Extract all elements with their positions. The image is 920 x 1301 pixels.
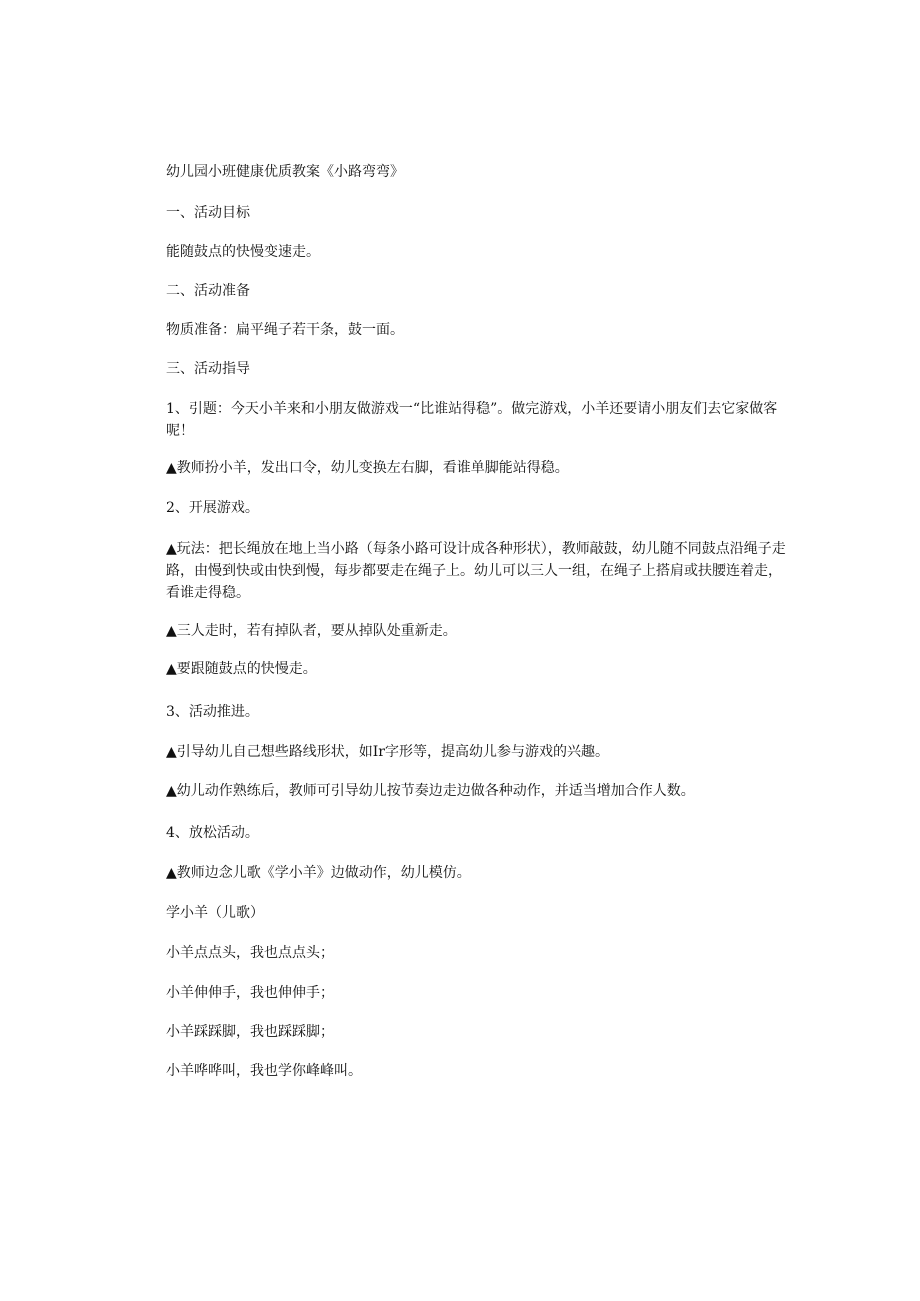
step-3-heading: 3、活动推进。 [166,704,259,720]
step-3-note-1: ▲引导幼儿自己想些路线形状，如Ir字形等，提高幼儿参与游戏的兴趣。 [166,744,609,760]
step-3-note-2: ▲幼儿动作熟练后，教师可引导幼儿按节奏边走边做各种动作，并适当增加合作人数。 [166,783,695,799]
song-title: 学小羊（儿歌） [166,905,264,921]
section-heading-preparation: 二、活动准备 [166,283,250,299]
song-line-2: 小羊伸伸手，我也伸伸手； [166,985,334,1001]
step-2-note-2: ▲要跟随鼓点的快慢走。 [166,661,317,677]
step-4-note: ▲教师边念儿歌《学小羊》边做动作，幼儿模仿。 [166,865,471,881]
section-heading-guidance: 三、活动指导 [166,361,250,377]
step-1-paragraph: 1、引题：今天小羊来和小朋友做游戏一“比谁站得稳”。做完游戏，小羊还要请小朋友们去它家做客呢！ [166,401,778,439]
song-line-4: 小羊哗哗叫，我也学你峰峰叫。 [166,1063,362,1079]
step-2-heading: 2、开展游戏。 [166,500,259,516]
step-1-note: ▲教师扮小羊，发出口令，幼儿变换左右脚，看谁单脚能站得稳。 [166,460,569,476]
objectives-text: 能随鼓点的快慢变速走。 [166,244,320,260]
song-line-1: 小羊点点头，我也点点头； [166,945,334,961]
step-4-heading: 4、放松活动。 [166,825,259,841]
step-2-note-1: ▲三人走时，若有掉队者，要从掉队处重新走。 [166,623,457,639]
section-heading-objectives: 一、活动目标 [166,205,250,221]
document-title: 幼儿园小班健康优质教案《小路弯弯》 [166,164,404,180]
step-2-play-paragraph: ▲玩法：把长绳放在地上当小路（每条小路可设计成各种形状），教师敲鼓，幼儿随不同鼓点沿绳子走路，由慢到快或由快到慢，每步都要走在绳子上。幼儿可以三人一组，在绳子上搭肩或扶腰连着走，看谁走得稳。 [166,541,786,601]
song-line-3: 小羊踩踩脚，我也踩踩脚； [166,1024,334,1040]
preparation-text: 物质准备：扁平绳子若干条，鼓一面。 [166,322,404,338]
